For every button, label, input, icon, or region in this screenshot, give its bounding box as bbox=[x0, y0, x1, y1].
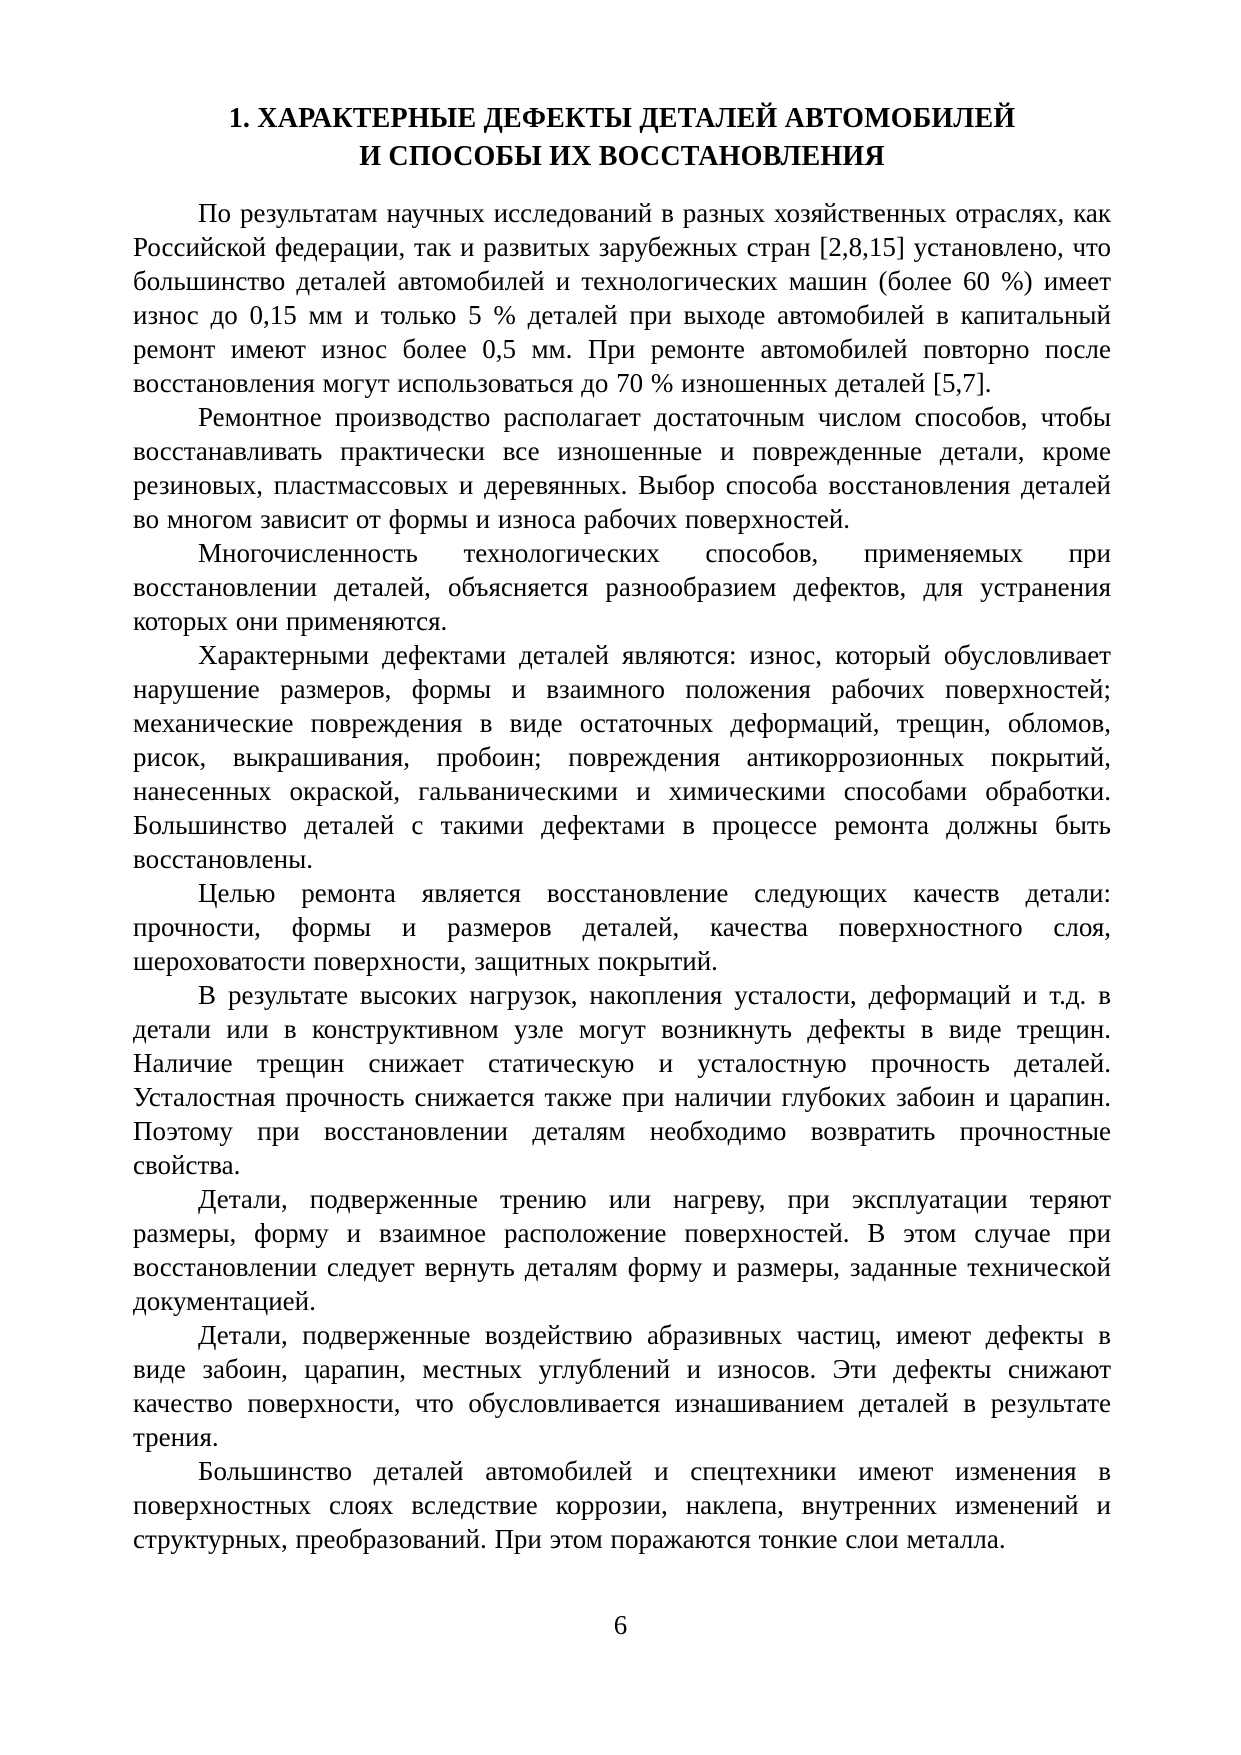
paragraph-repair-goal: Целью ремонта является восстановление следующих качеств детали: прочности, формы и размеров деталей, качества поверхностного слоя, шероховатости поверхности, защитных покрытий. bbox=[133, 878, 1111, 976]
paragraph-surface-layer-changes: Большинство деталей автомобилей и спецтехники имеют изменения в поверхностных слоях вследствие коррозии, наклепа, внутренних изменений и структурных, преобразований. При этом поражаются тонкие слои металла. bbox=[133, 1456, 1111, 1554]
paragraph-characteristic-defects: Характерными дефектами деталей являются: износ, который обусловливает нарушение размеров, формы и взаимного положения рабочих поверхностей; механические повреждения в виде остаточных деформаций, трещин, обломов, рисок, выкрашивания, пробоин; повреждения антикоррозионных покрытий, нанесенных окраской, гальваническими и химическими способами обработки. Большинство деталей с такими дефектами в процессе ремонта должны быть восстановлены. bbox=[133, 640, 1111, 874]
chapter-title bbox=[133, 100, 1111, 176]
page-content bbox=[133, 100, 1111, 1556]
paragraph-repair-production-methods: Ремонтное производство располагает достаточным числом способов, чтобы восстанавливать практически все изношенные и поврежденные детали, кроме резиновых, пластмассовых и деревянных. Выбор способа восстановления деталей во многом зависит от формы и износа рабочих поверхностей. bbox=[133, 402, 1111, 534]
paragraph-variety-of-methods: Многочисленность технологических способов, применяемых при восстановлении деталей, объясняется разнообразием дефектов, для устранения которых они применяются. bbox=[133, 538, 1111, 636]
paragraph-cracks-fatigue: В результате высоких нагрузок, накопления усталости, деформаций и т.д. в детали или в конструктивном узле могут возникнуть дефекты в виде трещин. Наличие трещин снижает статическую и усталостную прочность деталей. Усталостная прочность снижается также при наличии глубоких забоин и царапин. Поэтому при восстановлении деталям необходимо возвратить прочностные свойства. bbox=[133, 980, 1111, 1180]
paragraph-intro-wear-statistics: По результатам научных исследований в разных хозяйственных отраслях, как Российской федерации, так и развитых зарубежных стран [2,8,15] установлено, что большинство деталей автомобилей и технологических машин (более 60 %) имеет износ до 0,15 мм и только 5 % деталей при выходе автомобилей в капитальный ремонт имеют износ более 0,5 мм. При ремонте автомобилей повторно после восстановления могут использоваться до 70 % изношенных деталей [5,7]. bbox=[133, 198, 1111, 398]
page-number: 6 bbox=[613, 1610, 628, 1640]
paragraph-abrasive-particles: Детали, подверженные воздействию абразивных частиц, имеют дефекты в виде забоин, царапин, местных углублений и износов. Эти дефекты снижают качество поверхности, что обусловливается изнашиванием деталей в результате трения. bbox=[133, 1320, 1111, 1452]
chapter-title-line1: 1. ХАРАКТЕРНЫЕ ДЕФЕКТЫ ДЕТАЛЕЙ АВТОМОБИЛЕЙ bbox=[228, 103, 1016, 134]
paragraph-friction-heating-parts: Детали, подверженные трению или нагреву, при эксплуатации теряют размеры, форму и взаимное расположение поверхностей. В этом случае при восстановлении следует вернуть деталям форму и размеры, заданные технической документацией. bbox=[133, 1184, 1111, 1316]
chapter-title-line2: И СПОСОБЫ ИХ ВОССТАНОВЛЕНИЯ bbox=[359, 141, 885, 172]
